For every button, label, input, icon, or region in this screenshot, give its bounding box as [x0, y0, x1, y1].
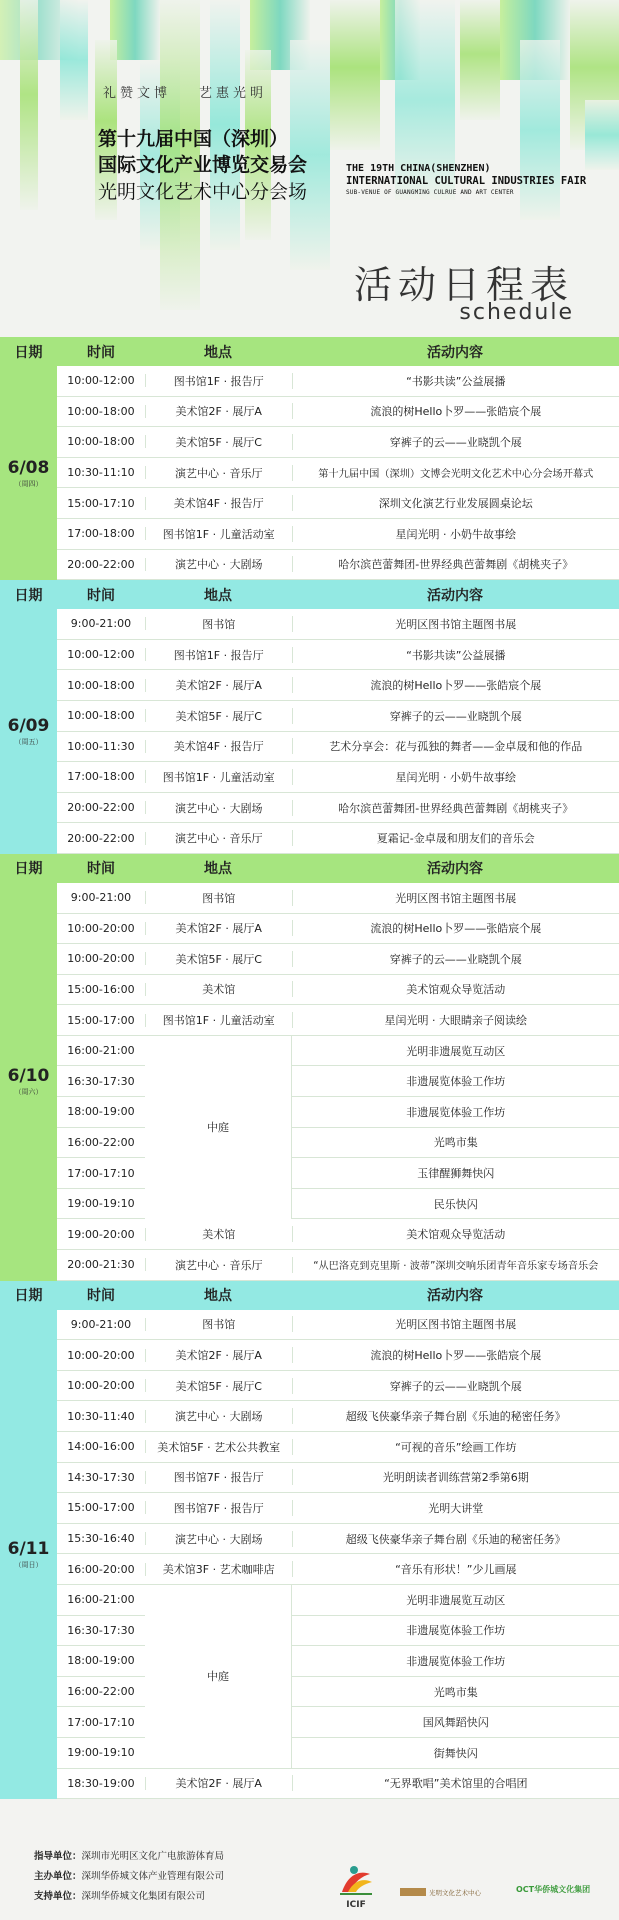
time-cell: 15:00-17:10: [57, 497, 146, 510]
time-cell: 20:00-22:00: [57, 801, 146, 814]
activity-cell: 非遗展览体验工作坊: [406, 1075, 506, 1089]
time-cell: 10:00-18:00: [57, 709, 146, 722]
activity-cell: 非遗展览体验工作坊: [406, 1624, 506, 1638]
table-header-row: [0, 337, 619, 366]
support-value: 深圳华侨城文化集团有限公司: [81, 1891, 206, 1902]
place-cell: 演艺中心 · 大剧场: [146, 1531, 293, 1547]
header-date: 日期: [14, 587, 43, 604]
time-cell: 10:30-11:10: [57, 466, 146, 479]
time-cell: 9:00-21:00: [57, 1318, 146, 1331]
time-cell: 16:00-22:00: [57, 1685, 146, 1698]
activity-cell: 星闰光明 · 小奶牛故事绘: [395, 527, 517, 541]
place-cell: 美术馆2F · 展厅A: [146, 677, 293, 693]
activity-cell: 超级飞侠豪华亲子舞台剧《乐迪的秘密任务》: [345, 1532, 566, 1546]
activity-cell: 美术馆观众导览活动: [406, 1228, 506, 1242]
table-row: [57, 793, 619, 824]
place-cell: 图书馆1F · 儿童活动室: [146, 769, 293, 785]
table-row: [57, 1463, 619, 1494]
place-cell: 图书馆1F · 报告厅: [146, 373, 293, 389]
time-cell: 10:00-18:00: [57, 435, 146, 448]
place-cell: 美术馆3F · 艺术咖啡店: [146, 1561, 293, 1577]
time-cell: 10:00-20:00: [57, 952, 146, 965]
place-cell: 美术馆: [146, 1226, 293, 1242]
slogan-part-2: 艺惠光明: [199, 86, 268, 101]
hero-banner: [0, 0, 619, 330]
activity-cell: 民乐快闪: [433, 1197, 478, 1211]
time-cell: 10:00-20:00: [57, 1349, 146, 1362]
place-cell: 演艺中心 · 大剧场: [146, 800, 293, 816]
header-time: 时间: [87, 587, 115, 604]
time-cell: 18:00-19:00: [57, 1654, 146, 1667]
date-label: 6/11: [7, 1538, 50, 1559]
header-place: 地点: [204, 587, 232, 604]
activity-cell: 非遗展览体验工作坊: [406, 1105, 506, 1119]
time-cell: 9:00-21:00: [57, 617, 146, 630]
place-cell: 美术馆2F · 展厅A: [146, 920, 293, 936]
table-row: [57, 1646, 619, 1677]
header-place: 地点: [204, 344, 232, 361]
time-cell: 10:00-12:00: [57, 648, 146, 661]
header-place: 地点: [204, 1288, 232, 1305]
host-label: 主办单位：: [34, 1871, 82, 1882]
table-row: [57, 1066, 619, 1097]
header-time: 时间: [87, 344, 115, 361]
header-activity: 活动内容: [427, 587, 483, 604]
table-row: [57, 1310, 619, 1341]
time-cell: 19:00-19:10: [57, 1746, 146, 1759]
merged-place-cell: 中庭: [145, 1585, 292, 1768]
gm-center-logo: [400, 1886, 481, 1898]
time-cell: 19:00-20:00: [57, 1228, 146, 1241]
title-line-3: 光明文化艺术中心分会场: [98, 181, 308, 203]
table-row: [57, 1128, 619, 1159]
table-row: [57, 1493, 619, 1524]
table-row: [57, 519, 619, 550]
gm-center-logo-text: 光明文化艺术中心: [429, 1888, 481, 1897]
header-date: 日期: [14, 1288, 43, 1305]
activity-cell: 美术馆观众导览活动: [406, 983, 506, 997]
table-header-row: [0, 580, 619, 609]
time-cell: 20:00-22:00: [57, 558, 146, 571]
header-place: 地点: [204, 861, 232, 878]
table-row: [57, 1219, 619, 1250]
date-label: 6/10: [7, 1066, 50, 1087]
day-rows: [57, 1310, 619, 1800]
place-cell: 演艺中心 · 大剧场: [146, 1408, 293, 1424]
footer: [0, 1838, 619, 1920]
host-value: 深圳华侨城文体产业管理有限公司: [81, 1871, 225, 1882]
table-row: [57, 1769, 619, 1800]
activity-cell: 光明大讲堂: [428, 1501, 484, 1515]
table-row: [57, 670, 619, 701]
activity-cell: “无界歌唱”美术馆里的合唱团: [384, 1777, 528, 1791]
schedule-title-en: schedule: [459, 300, 574, 325]
table-row: [57, 701, 619, 732]
table-row: [57, 1432, 619, 1463]
support-unit: [34, 1888, 205, 1902]
table-row: [57, 1677, 619, 1708]
date-cell: [0, 1310, 57, 1800]
day-section: [0, 580, 619, 854]
header-time: 时间: [87, 861, 115, 878]
table-row: [57, 1524, 619, 1555]
time-cell: 16:00-20:00: [57, 1563, 146, 1576]
table-row: [57, 609, 619, 640]
icif-logo-mark: [336, 1864, 376, 1896]
place-cell: 图书馆: [146, 616, 293, 632]
guide-value: 深圳市光明区文化广电旅游体育局: [81, 1851, 225, 1862]
place-cell: 演艺中心 · 音乐厅: [146, 1257, 293, 1273]
activity-cell: 玉律醒狮舞快闪: [417, 1167, 495, 1181]
table-row: [57, 458, 619, 489]
activity-cell: 非遗展览体验工作坊: [406, 1654, 506, 1668]
place-cell: 美术馆5F · 展厅C: [146, 434, 293, 450]
activity-cell: 哈尔滨芭蕾舞团-世界经典芭蕾舞剧《胡桃夹子》: [338, 558, 574, 572]
day-rows: [57, 883, 619, 1281]
guide-label: 指导单位：: [34, 1851, 82, 1862]
header-activity: 活动内容: [427, 1288, 483, 1305]
activity-cell: 光明非遗展览互动区: [406, 1044, 506, 1058]
activity-cell: 流浪的树Hello卜罗——张皓宸个展: [370, 922, 542, 936]
table-row: [57, 975, 619, 1006]
host-unit: [34, 1868, 224, 1882]
date-cell: [0, 366, 57, 580]
title-line-2: 国际文化产业博览交易会: [98, 154, 308, 176]
time-cell: 10:00-11:30: [57, 740, 146, 753]
activity-cell: “书影共读”公益展播: [406, 374, 506, 388]
place-cell: 图书馆7F · 报告厅: [146, 1469, 293, 1485]
table-row: [57, 1401, 619, 1432]
table-row: [57, 1616, 619, 1647]
activity-cell: “书影共读”公益展播: [406, 648, 506, 662]
table-row: [57, 823, 619, 854]
activity-cell: 流浪的树Hello卜罗——张皓宸个展: [370, 679, 542, 693]
table-row: [57, 1585, 619, 1616]
time-cell: 16:00-21:00: [57, 1044, 146, 1057]
table-row: [57, 1707, 619, 1738]
slogan-part-1: 礼赞文博: [103, 86, 172, 101]
place-cell: 美术馆5F · 展厅C: [146, 708, 293, 724]
activity-cell: 超级飞侠豪华亲子舞台剧《乐迪的秘密任务》: [345, 1410, 566, 1424]
header-activity: 活动内容: [427, 861, 483, 878]
time-cell: 16:30-17:30: [57, 1075, 146, 1088]
place-cell: 美术馆2F · 展厅A: [146, 1347, 293, 1363]
slogan: [103, 82, 295, 101]
place-cell: 图书馆1F · 儿童活动室: [146, 526, 293, 542]
day-rows: [57, 366, 619, 580]
time-cell: 20:00-22:00: [57, 832, 146, 845]
place-cell: 图书馆: [146, 1316, 293, 1332]
table-row: [57, 427, 619, 458]
place-cell: 演艺中心 · 音乐厅: [146, 830, 293, 846]
header-activity: 活动内容: [427, 344, 483, 361]
table-row: [57, 1097, 619, 1128]
oct-logo: OCT华侨城文化集团: [516, 1885, 591, 1894]
title-en-line-3: SUB-VENUE OF GUANGMING CULRUE AND ART CENTER: [346, 189, 514, 196]
title-line-1: 第十九届中国（深圳）: [98, 128, 289, 150]
table-row: [57, 1036, 619, 1067]
activity-cell: 艺术分享会：花与孤独的舞者——金卓晟和他的作品: [329, 740, 583, 754]
title-en-line-2: INTERNATIONAL CULTURAL INDUSTRIES FAIR: [346, 175, 587, 187]
header-time: 时间: [87, 1288, 115, 1305]
time-cell: 15:30-16:40: [57, 1532, 146, 1545]
weekday-label: （周日）: [14, 1560, 43, 1569]
time-cell: 15:00-17:00: [57, 1501, 146, 1514]
date-cell: [0, 883, 57, 1281]
place-cell: 美术馆: [146, 981, 293, 997]
time-cell: 10:00-20:00: [57, 1379, 146, 1392]
activity-cell: 光明非遗展览互动区: [406, 1593, 506, 1607]
activity-cell: 星闰光明 · 小奶牛故事绘: [395, 770, 517, 784]
activity-cell: 穿裤子的云——业晓凯个展: [389, 952, 522, 966]
schedule-title-cn: 活动日程表: [353, 263, 574, 307]
activity-cell: 穿裤子的云——业晓凯个展: [389, 435, 522, 449]
place-cell: 美术馆5F · 艺术公共教室: [146, 1439, 293, 1455]
table-row: [57, 1340, 619, 1371]
day-section: [0, 854, 619, 1281]
time-cell: 20:00-21:30: [57, 1258, 146, 1271]
header-date: 日期: [14, 344, 43, 361]
table-header-row: [0, 854, 619, 883]
title-en-line-1: THE 19TH CHINA(SHENZHEN): [346, 163, 491, 174]
schedule-table: [0, 337, 619, 1799]
weekday-label: （周四）: [14, 479, 43, 488]
table-row: [57, 1189, 619, 1220]
date-label: 6/09: [7, 716, 50, 737]
activity-cell: 国风舞蹈快闪: [422, 1716, 489, 1730]
activity-cell: “音乐有形状！”少儿画展: [395, 1563, 517, 1577]
activity-cell: 光明区图书馆主题图书展: [395, 617, 517, 631]
time-cell: 10:00-12:00: [57, 374, 146, 387]
table-row: [57, 640, 619, 671]
table-header-row: [0, 1281, 619, 1310]
activity-cell: 光鸣市集: [433, 1685, 478, 1699]
place-cell: 美术馆4F · 报告厅: [146, 738, 293, 754]
activity-cell: 夏霜记-金卓晟和朋友们的音乐会: [376, 832, 535, 846]
activity-cell: 光明区图书馆主题图书展: [395, 1318, 517, 1332]
table-row: [57, 883, 619, 914]
table-row: [57, 550, 619, 581]
activity-cell: 星闰光明 · 大眼睛亲子阅读绘: [384, 1014, 528, 1028]
activity-cell: 哈尔滨芭蕾舞团-世界经典芭蕾舞剧《胡桃夹子》: [338, 801, 574, 815]
table-row: [57, 762, 619, 793]
place-cell: 演艺中心 · 大剧场: [146, 556, 293, 572]
header-date: 日期: [14, 861, 43, 878]
place-cell: 图书馆1F · 报告厅: [146, 647, 293, 663]
time-cell: 14:00-16:00: [57, 1440, 146, 1453]
activity-cell: 深圳文化演艺行业发展圆桌论坛: [378, 497, 533, 511]
table-row: [57, 1005, 619, 1036]
time-cell: 15:00-16:00: [57, 983, 146, 996]
icif-logo-text: ICIF: [346, 1900, 366, 1910]
time-cell: 10:00-20:00: [57, 922, 146, 935]
activity-cell: 街舞快闪: [433, 1746, 478, 1760]
icif-logo: [336, 1864, 376, 1908]
place-cell: 美术馆5F · 展厅C: [146, 1378, 293, 1394]
time-cell: 17:00-18:00: [57, 527, 146, 540]
place-cell: 演艺中心 · 音乐厅: [146, 465, 293, 481]
time-cell: 10:30-11:40: [57, 1410, 146, 1423]
time-cell: 10:00-18:00: [57, 405, 146, 418]
table-row: [57, 732, 619, 763]
date-label: 6/08: [7, 457, 50, 478]
table-row: [57, 944, 619, 975]
activity-cell: “可视的音乐”绘画工作坊: [395, 1440, 517, 1454]
time-cell: 14:30-17:30: [57, 1471, 146, 1484]
activity-cell: 流浪的树Hello卜罗——张皓宸个展: [370, 1349, 542, 1363]
table-row: [57, 397, 619, 428]
activity-cell: 光明区图书馆主题图书展: [395, 891, 517, 905]
place-cell: 图书馆1F · 儿童活动室: [146, 1012, 293, 1028]
activity-cell: “从巴洛克到克里斯 · 波蒂”深圳交响乐团青年音乐家专场音乐会: [313, 1261, 599, 1273]
table-row: [57, 1250, 619, 1281]
place-cell: 美术馆4F · 报告厅: [146, 495, 293, 511]
time-cell: 17:00-17:10: [57, 1716, 146, 1729]
weekday-label: （周五）: [14, 738, 43, 747]
weekday-label: （周六）: [14, 1088, 43, 1097]
table-row: [57, 1158, 619, 1189]
place-cell: 图书馆7F · 报告厅: [146, 1500, 293, 1516]
table-row: [57, 1554, 619, 1585]
activity-cell: 光鸣市集: [433, 1136, 478, 1150]
activity-cell: 流浪的树Hello卜罗——张皓宸个展: [370, 405, 542, 419]
activity-cell: 穿裤子的云——业晓凯个展: [389, 709, 522, 723]
time-cell: 10:00-18:00: [57, 679, 146, 692]
guide-unit: [34, 1848, 224, 1862]
table-row: [57, 1371, 619, 1402]
time-cell: 18:30-19:00: [57, 1777, 146, 1790]
table-row: [57, 914, 619, 945]
table-row: [57, 488, 619, 519]
place-cell: 美术馆5F · 展厅C: [146, 951, 293, 967]
place-cell: 美术馆2F · 展厅A: [146, 1775, 293, 1791]
activity-cell: 光明朗读者训练营第2季第6期: [382, 1471, 529, 1485]
time-cell: 15:00-17:00: [57, 1014, 146, 1027]
time-cell: 17:00-17:10: [57, 1167, 146, 1180]
time-cell: 16:30-17:30: [57, 1624, 146, 1637]
day-section: [0, 1281, 619, 1800]
place-cell: 美术馆2F · 展厅A: [146, 403, 293, 419]
support-label: 支持单位：: [34, 1891, 82, 1902]
time-cell: 17:00-18:00: [57, 770, 146, 783]
time-cell: 18:00-19:00: [57, 1105, 146, 1118]
table-row: [57, 1738, 619, 1769]
place-cell: 图书馆: [146, 890, 293, 906]
time-cell: 19:00-19:10: [57, 1197, 146, 1210]
day-rows: [57, 609, 619, 854]
time-cell: 16:00-22:00: [57, 1136, 146, 1149]
day-section: [0, 337, 619, 580]
time-cell: 16:00-21:00: [57, 1593, 146, 1606]
activity-cell: 穿裤子的云——业晓凯个展: [389, 1379, 522, 1393]
table-row: [57, 366, 619, 397]
activity-cell: 第十九届中国（深圳）文博会光明文化艺术中心分会场开幕式: [318, 469, 594, 481]
time-cell: 9:00-21:00: [57, 891, 146, 904]
merged-place-cell: 中庭: [145, 1036, 292, 1219]
gm-center-logo-mark: [400, 1886, 426, 1898]
date-cell: [0, 609, 57, 854]
